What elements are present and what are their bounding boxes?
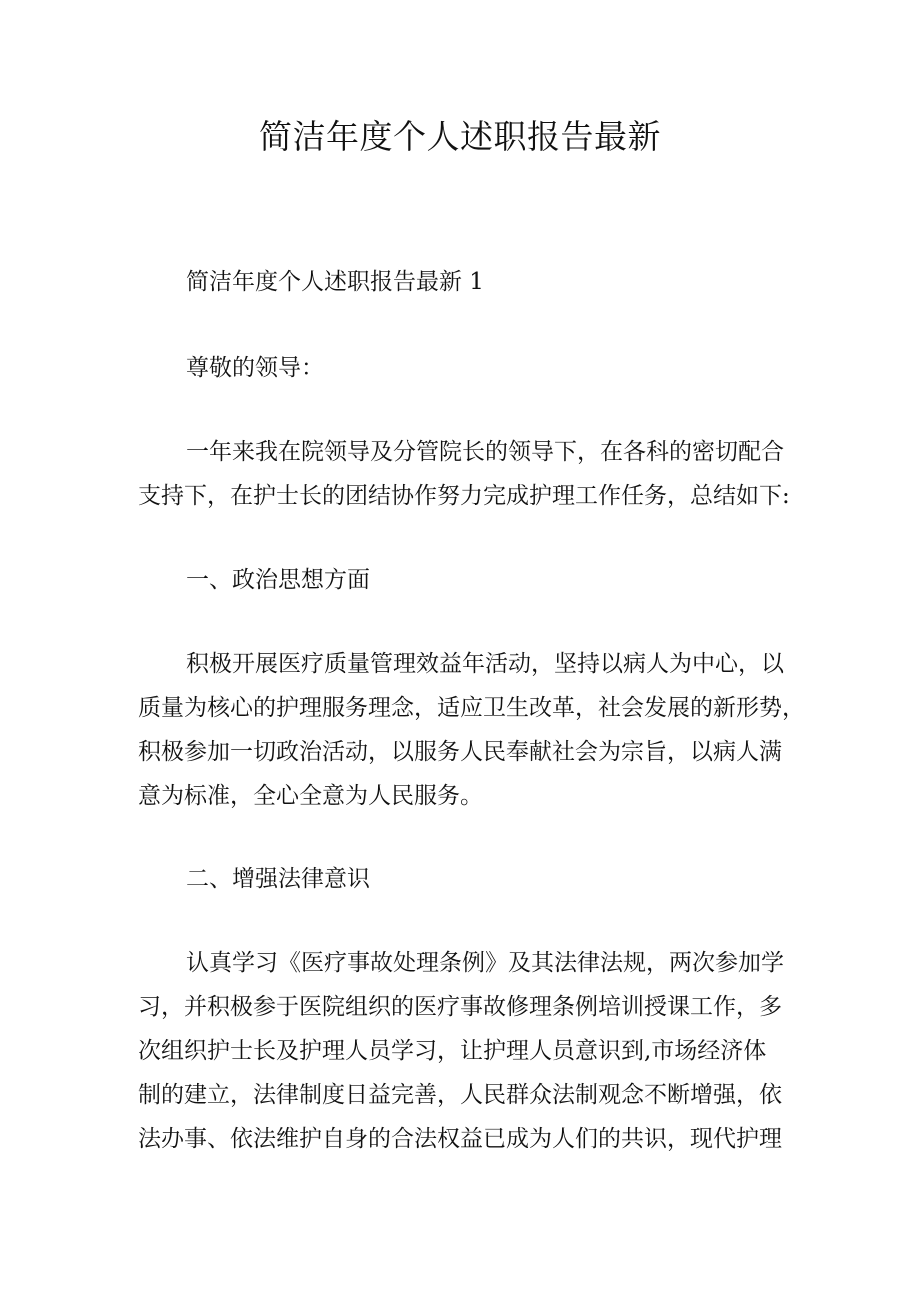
document-title: 简洁年度个人述职报告最新 — [259, 117, 661, 156]
paragraph-line: 意为标准，全心全意为人民服务。 — [138, 783, 483, 809]
intro-line: 一年来我在院领导及分管院长的领导下，在各科的密切配合 — [186, 439, 784, 465]
paragraph-line: 质量为核心的护理服务理念，适应卫生改革，社会发展的新形势， — [138, 695, 805, 721]
intro-line: 支持下，在护士长的团结协作努力完成护理工作任务，总结如下: — [138, 483, 790, 509]
politics-paragraph — [138, 642, 805, 818]
salutation: 尊敬的领导： — [186, 355, 324, 381]
paragraph-line: 积极参加一切政治活动，以服务人民奉献社会为宗旨，以病人满 — [138, 739, 782, 765]
document-subtitle: 简洁年度个人述职报告最新 1 — [186, 269, 484, 295]
paragraph-line: 认真学习《医疗事故处理条例》及其法律法规，两次参加学 — [186, 950, 784, 976]
section-heading-politics: 一、政治思想方面 — [186, 567, 370, 593]
intro-paragraph — [138, 430, 790, 518]
paragraph-line: 法办事、依法维护自身的合法权益已成为人们的共识，现代护理 — [138, 1126, 782, 1152]
law-paragraph — [138, 941, 786, 1161]
section-heading-law: 二、增强法律意识 — [186, 866, 370, 892]
paragraph-line: 习，并积极参于医院组织的医疗事故修理条例培训授课工作，多 — [138, 994, 782, 1020]
paragraph-line: 次组织护士长及护理人员学习，让护理人员意识到,市场经济体 — [138, 1038, 767, 1064]
paragraph-line: 积极开展医疗质量管理效益年活动，坚持以病人为中心，以 — [186, 651, 784, 677]
paragraph-line: 制的建立，法律制度日益完善，人民群众法制观念不断增强，依 — [138, 1082, 782, 1108]
